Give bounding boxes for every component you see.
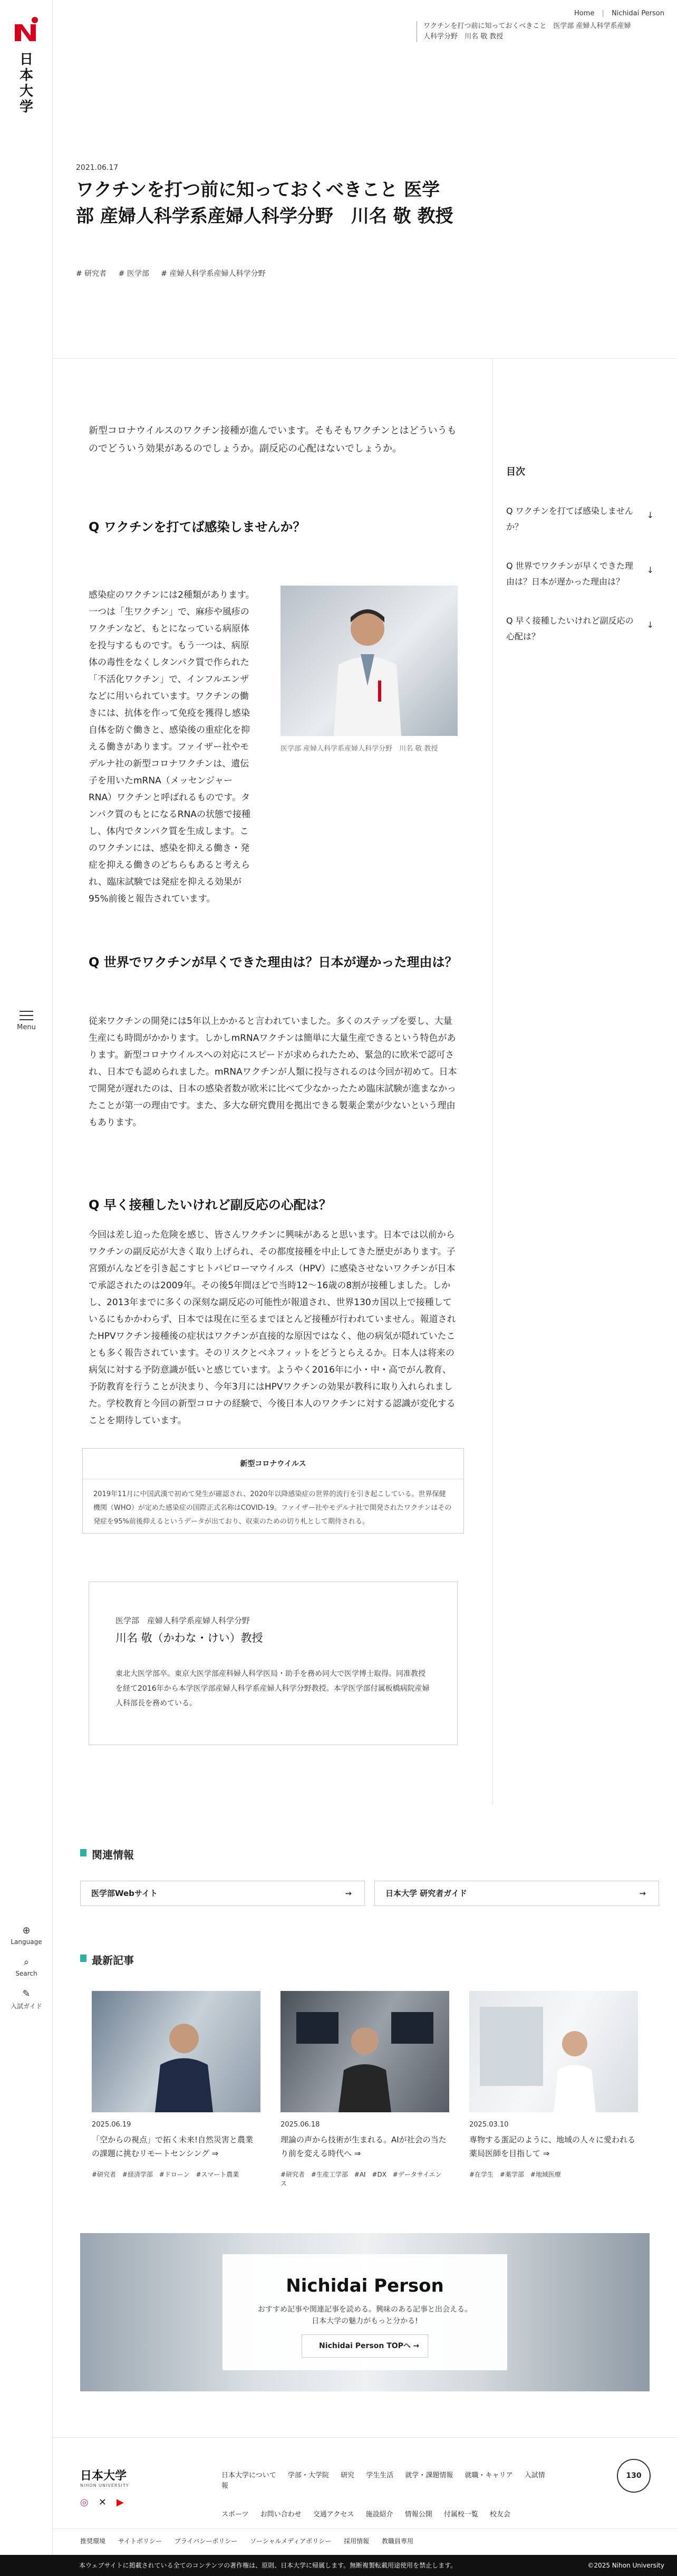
- person-with-monitors-icon: [281, 1991, 449, 2112]
- section-body-3: 今回は差し迫った危険を感じ、皆さんワクチンに興味があると思います。日本では以前からワクチンの副反応が大きく取り上げられ、その都度接種を中止してきた歴史があります。子宮頸がんなどを引き起こすヒトパピローマウイルス（HPV）に感染させないワクチンが日本で承認されたのは2009年。その後5年間ほどで当時12～16歳の8割が接種しました。しかし、2013年までに多くの深刻な副反応の可能性が報道され、世界130カ国以上で接種しているにもかかわらず、日本では現在に至るまでほとんど接種が行われていません。報道されたHPVワクチン接種後の症状はワクチンが直接的な原因ではなく、他の病気が隠れていたことも多く報告されています。そのリスクとベネフィットをどうとらえるか。日本人は将来の病気に対する予防意識が低いと感じています。ようやく2016年に小・中・高でがん教育、予防教育を行うことが決まり、今年3月にはHPVワクチンの効果が教科に取り入れられました。学校教育と今回の新型コロナの経験で、今後日本人のワクチンに対する認識が変化することを期待しています。: [89, 1230, 456, 1426]
- search-label: Search: [15, 1970, 37, 1977]
- copyright-notice: 本ウェブサイトに掲載されている全てのコンテンツの著作権は、原則、日本大学に帰属します。無断複製転載用途使用を禁止します。: [79, 2562, 457, 2569]
- footer-link[interactable]: 採用情報: [344, 2537, 370, 2545]
- section-heading-1: Q ワクチンを打てば感染しませんか？: [89, 520, 306, 534]
- footer-nav-item[interactable]: 校友会: [490, 2511, 511, 2518]
- article-title: ワクチンを打つ前に知っておくべきこと 医学部 産婦人科学系産婦人科学分野 川名 敬 教授: [76, 179, 453, 227]
- tag-link[interactable]: # 産婦人科学系産婦人科学分野: [161, 270, 266, 278]
- tag-link[interactable]: # 研究者: [76, 270, 107, 278]
- article-body: [53, 359, 493, 1804]
- footer-nav-item[interactable]: 日本大学について: [221, 2472, 276, 2479]
- breadcrumb-home[interactable]: Home: [574, 9, 595, 17]
- article-card-image: [469, 1991, 638, 2112]
- footer-nav-item[interactable]: 付属校一覧: [443, 2511, 478, 2518]
- arrow-down-icon: ↓: [646, 510, 654, 520]
- admission-guide-label: 入試ガイド: [11, 2003, 42, 2010]
- footer-logo-subtext: NIHON UNIVERSITY: [80, 2483, 129, 2488]
- footer-nav-item[interactable]: 施設紹介: [365, 2511, 393, 2518]
- article-card-title: 「空からの視点」で拓く未来!自然災害と農業の課題に挑むリモートセンシング ⇒: [92, 2135, 254, 2158]
- nichidai-person-banner: [80, 2233, 650, 2391]
- nichidai-person-overlay: [223, 2254, 507, 2370]
- footer-nav-item[interactable]: 学生生活: [366, 2472, 394, 2479]
- related-link-researcher-guide[interactable]: [374, 1881, 659, 1906]
- footer-link[interactable]: サイトポリシー: [118, 2537, 162, 2545]
- section-body-1: 感染症のワクチンには2種類があります。一つは「生ワクチン」で、麻疹や風疹のワクチンなど、もとになっている病原体を投与するものです。もう一つは、病原体の毒性をなくしタンパク質で作られた「不活化ワクチン」で、インフルエンザなどに用いられています。ワクチンの働きには、抗体を作って免疫を獲得し感染自体を防ぐ働きと、感染後の重症化を抑える働きがあります。ファイザー社やモデルナ社の新型コロナワクチンは、遺伝子を用いたmRNA（メッセンジャー RNA）ワクチンと呼ばれるものです。タンパク質のもとになるRNAの状態で接種し、体内でタンパク質を生成します。このワクチンには、感染を抑える働き・発症を抑える働きのどちらもあると考えられ、臨床試験では発症を抑える効果が95%前後と報告されています。: [89, 590, 255, 904]
- photo-caption: 医学部 産婦人科学系産婦人科学分野 川名 敬 教授: [281, 745, 438, 753]
- toc-item-label: Q ワクチンを打てば感染しませんか？: [506, 506, 633, 532]
- article-card[interactable]: [469, 1991, 638, 2179]
- arrow-right-icon: →: [413, 2342, 419, 2350]
- tag-link[interactable]: #データサイエンス: [281, 2171, 442, 2187]
- social-links: [80, 2497, 131, 2508]
- article-card-date: 2025.06.18: [281, 2121, 320, 2129]
- tag-link[interactable]: #AI: [354, 2171, 366, 2178]
- article-card-date: 2025.03.10: [469, 2121, 509, 2129]
- breadcrumb-separator: |: [602, 9, 604, 17]
- footer-nav-item[interactable]: 入試情報: [221, 2472, 545, 2490]
- nichidai-person-subtitle-1: おすすめ記事や関連記事を読める。興味のある記事と出会える。: [257, 2305, 472, 2314]
- search-icon: ⌕: [23, 1957, 30, 1968]
- keyword-box-body: 2019年11月に中国武漢で初めて発生が確認され、2020年以降感染症の世界的流行を引き起こしている。世界保健機関（WHO）が定めた感染症の国際正式名称はCOVID-19。ファイザー社やモデルナ社で開発されたワクチンはその発症を95%前後抑えるというデータが出ており、収束のための切り札として期待される。: [93, 1490, 452, 1526]
- keyword-box: [82, 1448, 464, 1534]
- tag-link[interactable]: #ドローン: [159, 2171, 190, 2178]
- globe-icon: ⊕: [22, 1925, 31, 1936]
- search-button[interactable]: [8, 1957, 44, 1977]
- tag-link[interactable]: #研究者: [281, 2171, 305, 2178]
- latest-section-title: 最新記事: [80, 1952, 134, 1967]
- language-button[interactable]: [8, 1926, 44, 1946]
- footer-link[interactable]: プライバシーポリシー: [174, 2537, 238, 2545]
- nichidai-person-subtitle: [223, 2304, 507, 2327]
- footer-links: [53, 2529, 677, 2554]
- article-card[interactable]: [92, 1991, 260, 2179]
- footer-link[interactable]: ソーシャルメディアポリシー: [250, 2537, 332, 2545]
- copyright-bar: [0, 2555, 677, 2576]
- left-sidebar: [0, 0, 53, 2576]
- article-tags: [76, 268, 275, 279]
- toc-item-3[interactable]: [506, 613, 654, 645]
- footer-nav-item[interactable]: 交通アクセス: [313, 2511, 354, 2518]
- breadcrumb: [417, 8, 664, 42]
- footer-nav-item[interactable]: 就学・課題情報: [405, 2472, 453, 2479]
- hamburger-icon: [14, 1011, 39, 1020]
- tag-link[interactable]: #薬学部: [499, 2171, 524, 2178]
- related-link-label: 日本大学 研究者ガイド: [385, 1889, 467, 1898]
- footer-nav: [221, 2470, 559, 2538]
- menu-label: Menu: [17, 1023, 36, 1031]
- anniversary-seal: 130: [617, 2459, 651, 2493]
- tag-link[interactable]: #スマート農業: [196, 2171, 239, 2178]
- article-intro: 新型コロナウイルスのワクチン接種が進んでいます。そもそもワクチンとはどういうものでどういう効果があるのでしょうか。副反応の心配はないでしょうか。: [89, 425, 457, 454]
- profile-bio: 東北大医学部卒。東京大医学部産科婦人科学医局・助手を務め同大で医学博士取得。同准教授を経て2016年から本学医学部産婦人科学系産婦人科学分野教授。本学医学部付属板橋病院産婦人科部長を務めている。: [115, 1670, 430, 1708]
- arrow-right-icon: →: [345, 1889, 352, 1898]
- toc-title: 目次: [506, 466, 525, 477]
- pharmacy-student-icon: [469, 1991, 638, 2112]
- toc-item-label: Q 早く接種したいけれど副反応の心配は？: [506, 616, 634, 641]
- article-card-image: [281, 1991, 449, 2112]
- article-card-tags: [281, 2170, 449, 2188]
- nichidai-person-subtitle-2: 日本大学の魅力がもっと分かる!: [312, 2317, 418, 2325]
- footer-nav-item[interactable]: お問い合わせ: [260, 2511, 302, 2518]
- section-heading-3: Q 早く接種したいけれど副反応の心配は？: [89, 1198, 332, 1212]
- table-of-contents: [506, 464, 654, 668]
- footer-logo-text: 日本大学: [80, 2469, 127, 2483]
- footer-nav-item[interactable]: 研究: [341, 2472, 355, 2479]
- article-card-title: 専物する蛋記のように、地域の人々に愛われる薬局医師を目指して ⇒: [469, 2135, 636, 2158]
- footer-link[interactable]: 教職員専用: [381, 2537, 413, 2545]
- person-in-suit-icon: [92, 1991, 260, 2112]
- menu-button[interactable]: [14, 1008, 39, 1031]
- language-label: Language: [11, 1938, 42, 1946]
- nichidai-n-logo-icon[interactable]: [12, 15, 41, 44]
- profile-box: [89, 1582, 458, 1745]
- toc-item-1[interactable]: [506, 503, 654, 535]
- footer-nav-item[interactable]: 学部・大学院: [287, 2472, 329, 2479]
- article-card[interactable]: [281, 1991, 449, 2188]
- related-link-medical[interactable]: [80, 1881, 365, 1906]
- tag-link[interactable]: #経済学部: [122, 2171, 153, 2178]
- toc-item-label: Q 世界でワクチンが早くできた理由は？日本が遅かった理由は？: [506, 561, 633, 587]
- article-hero: [53, 0, 677, 359]
- article-date: 2021.06.17: [76, 164, 119, 172]
- instagram-icon[interactable]: ◎: [80, 2497, 89, 2508]
- footer-nav-item[interactable]: スポーツ: [221, 2511, 249, 2518]
- article-card-tags: [92, 2170, 260, 2179]
- related-link-label: 医学部Webサイト: [91, 1889, 158, 1898]
- footer-link[interactable]: 推奨環境: [80, 2537, 106, 2545]
- footer-nav-item[interactable]: 就職・キャリア: [465, 2472, 513, 2479]
- section-body-2: 従来ワクチンの開発には5年以上かかると言われていました。多くのステップを要し、大量生産にも時間がかかります。しかしmRNAワクチンは簡単に大量生産できるという特色があります。新型コロナウイルスへの対応にスピードが求められたため、緊急的に欧米で認可され、日本でも認められました。mRNAワクチンが人類に投与されるのは今回が初めて。日本で開発が遅れたのは、日本の感染者数が欧米に比べて少なかったため臨床試験が進まなかったことが第一の理由です。また、多大な研究費用を拠出できる製薬企業が少ないという理由もあります。: [89, 1016, 457, 1128]
- nichidai-person-top-label: Nichidai Person TOPへ: [319, 2342, 411, 2350]
- side-tools: [8, 1926, 44, 2022]
- pencil-icon: ✎: [22, 1988, 31, 1999]
- tag-link[interactable]: # 医学部: [118, 270, 149, 278]
- arrow-right-icon: →: [639, 1889, 646, 1898]
- tag-link[interactable]: #研究者: [92, 2171, 117, 2178]
- footer-nav-item[interactable]: 情報公開: [404, 2511, 432, 2518]
- article-card-date: 2025.06.19: [92, 2121, 131, 2129]
- profile-name: 川名 敬（かわな・けい）教授: [115, 1632, 263, 1644]
- tag-link[interactable]: #地域医療: [530, 2171, 561, 2178]
- breadcrumb-current-line2: 人科学分野 川名 敬 教授: [423, 33, 504, 41]
- profile-department: 医学部 産婦人科学系産婦人科学分野: [115, 1616, 250, 1625]
- professor-photo: [281, 586, 458, 736]
- article-card-title: 理論の声から技術が生まれる。AIが社会の当たり前を変える時代へ ⇒: [281, 2135, 447, 2158]
- tag-link[interactable]: #DX: [372, 2171, 386, 2178]
- sidebar-logo-text[interactable]: 日本大学: [19, 52, 33, 115]
- tag-link[interactable]: #在学生: [469, 2171, 494, 2178]
- arrow-down-icon: ↓: [646, 565, 654, 575]
- footer-logo[interactable]: [80, 2467, 149, 2488]
- youtube-icon[interactable]: ▶: [117, 2497, 124, 2508]
- copyright-text: ©2025 Nihon University: [587, 2562, 664, 2569]
- section-heading-2: Q 世界でワクチンが早くできた理由は？日本が遅かった理由は？: [89, 955, 458, 970]
- article-card-tags: [469, 2170, 638, 2179]
- nichidai-person-top-button[interactable]: [302, 2334, 428, 2358]
- toc-item-2[interactable]: [506, 558, 654, 590]
- related-section-title: 関連情報: [80, 1846, 134, 1862]
- breadcrumb-section[interactable]: Nichidai Person: [612, 9, 664, 17]
- breadcrumb-current-line1: ワクチンを打つ前に知っておくべきこと 医学部 産婦人科学系産婦: [423, 22, 631, 30]
- tag-link[interactable]: #生産工学部: [311, 2171, 348, 2178]
- keyword-box-title: 新型コロナウイルス: [83, 1449, 463, 1479]
- admission-guide-button[interactable]: [8, 1989, 44, 2010]
- site-footer: [53, 2437, 677, 2553]
- professor-figure-icon: [328, 601, 407, 736]
- article-card-image: [92, 1991, 260, 2112]
- arrow-down-icon: ↓: [646, 620, 654, 630]
- x-icon[interactable]: ✕: [98, 2497, 107, 2508]
- nichidai-person-title: Nichidai Person: [286, 2275, 444, 2296]
